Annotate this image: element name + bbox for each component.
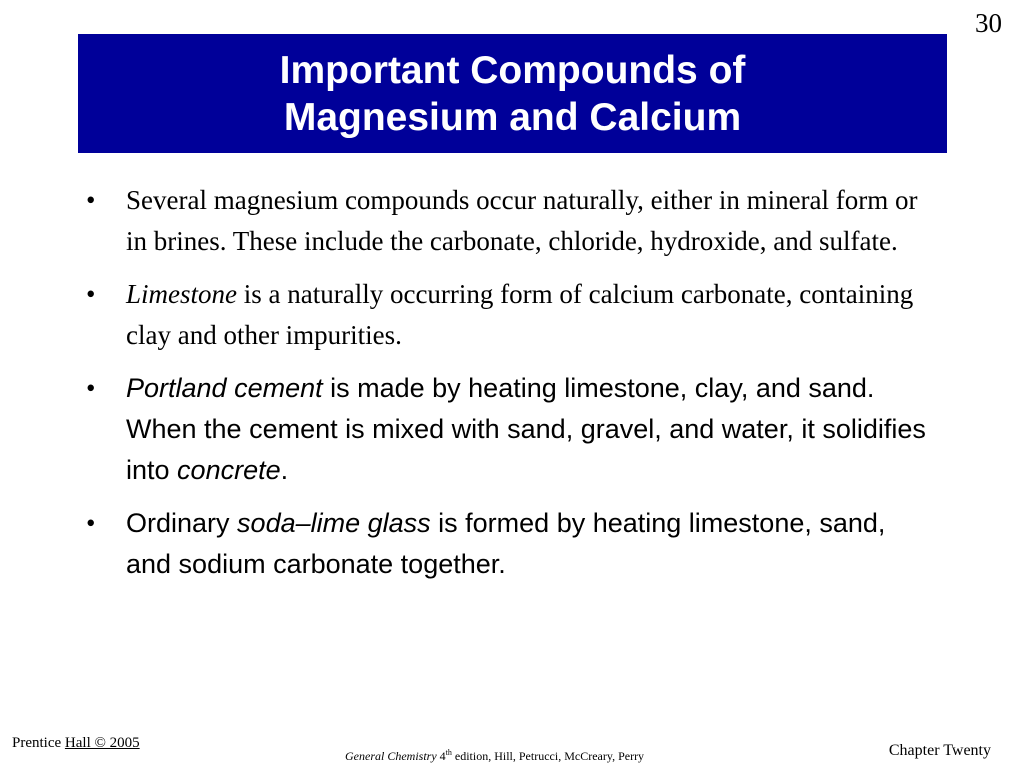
slide-number: 30	[975, 8, 1002, 38]
bullet-list	[86, 180, 936, 597]
bullet-text-end: is formed by heating limestone, sand, and sodium carbonate together.	[126, 508, 886, 579]
footer-chapter: Chapter Twenty	[888, 742, 991, 759]
footer-book-reference	[345, 748, 644, 764]
footer-book-title: General Chemistry	[345, 749, 437, 763]
bullet-item-limestone	[86, 274, 936, 356]
title-line-1: Important Compounds of	[279, 48, 746, 92]
bullet-text: Several magnesium compounds occur naturally, either in mineral form or in brines. These include the carbonate, chloride, hydroxide, and sulfate.	[126, 185, 918, 256]
bullet-term: soda–lime glass	[237, 508, 431, 538]
footer-publisher-link[interactable]: Hall © 2005	[64, 735, 140, 751]
bullet-item-magnesium	[86, 180, 936, 262]
footer-publisher	[12, 735, 140, 752]
bullet-term: Limestone	[126, 279, 237, 309]
bullet-text: Ordinary	[126, 508, 238, 538]
bullet-term-concrete: concrete	[177, 455, 281, 485]
bullet-text-end: .	[280, 455, 289, 485]
bullet-dot: •	[86, 508, 96, 538]
bullet-text: is a naturally occurring form of calcium carbonate, containing clay and other impurities.	[126, 279, 914, 350]
bullet-text: is made by heating limestone, clay, and sand. When the cement is mixed with sand, gravel, and water, it solidifies into	[126, 373, 926, 485]
bullet-term: Portland cement	[126, 373, 323, 403]
title-line-2: Magnesium and Calcium	[283, 95, 742, 139]
footer-edition-number: 4	[436, 749, 446, 763]
bullet-item-soda-lime-glass	[86, 503, 936, 585]
bullet-dot: •	[86, 185, 96, 215]
bullet-item-portland-cement	[86, 368, 936, 491]
footer-publisher-prefix: Prentice	[12, 735, 65, 751]
footer-edition-suffix: th	[445, 748, 452, 757]
bullet-dot: •	[86, 279, 96, 309]
bullet-dot: •	[86, 373, 96, 403]
title-banner	[78, 34, 947, 153]
footer-edition-authors: edition, Hill, Petrucci, McCreary, Perry	[451, 749, 645, 763]
